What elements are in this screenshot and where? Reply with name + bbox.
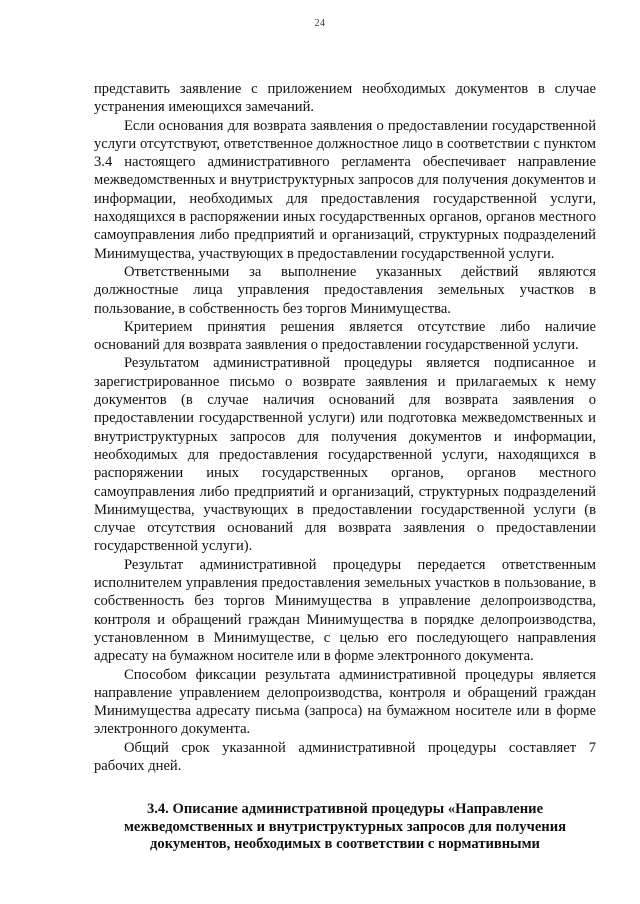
- page-number: 24: [314, 18, 326, 29]
- paragraph-total-term: Общий срок указанной административной процедуры составляет 7 рабочих дней.: [94, 739, 596, 774]
- paragraph-procedure-result: Результатом административной процедуры является подписанное и зарегистрированное письмо о возврате заявления и прилагаемых к нему документов (в случае наличия оснований для возврата заявления о предоставлении государственной услуги) или подготовка межведомственных и внутриструктурных запросов для получения документов и информации, необходимых для предоставления государственной услуги, находящихся в распоряжении иных государственных органов, органов местного самоуправления либо предприятий и организаций, структурных подразделений Минимущества, участвующих в предоставлении государственной услуги (в случае отсутствия оснований для возврата заявления о предоставлении государственной услуги).: [94, 355, 596, 555]
- paragraph-result-transfer: Результат административной процедуры передается ответственным исполнителем управления предоставления земельных участков в пользование, в собственность без торгов Минимущества в управление делопроизводства, контроля и обращений граждан Минимущества в порядке делопроизводства, установленном в Минимуществе, с целью его последующего направления адресату на бумажном носителе или в форме электронного документа.: [94, 556, 596, 665]
- paragraph-grounds-absent: Если основания для возврата заявления о предоставлении государственной услуги отсутствуют, ответственное должностное лицо в соответствии с пунктом 3.4 настоящего административного регламента обеспечивает направление межведомственных и внутриструктурных запросов для получения документов и информации, необходимых для предоставления государственной услуги, находящихся в распоряжении иных государственных органов, органов местного самоуправления либо предприятий и организаций, структурных подразделений Минимущества, участвующих в предоставлении государственной услуги.: [94, 117, 596, 262]
- paragraph-fixation-method: Способом фиксации результата административной процедуры является направление управлением делопроизводства, контроля и обращений граждан Минимущества адресату письма (запроса) на бумажном носителе или в форме электронного документа.: [94, 666, 596, 738]
- paragraph-decision-criterion: Критерием принятия решения является отсутствие либо наличие оснований для возврата заявления о предоставлении государственной услуги.: [94, 318, 596, 354]
- document-body: [94, 80, 596, 854]
- paragraph-responsible-officials: Ответственными за выполнение указанных действий являются должностные лица управления предоставления земельных участков в пользование, в собственность без торгов Минимущества.: [94, 263, 596, 317]
- section-heading: 3.4. Описание административной процедуры «Направление межведомственных и внутриструктурных запросов для получения документов, необходимых в соответствии с нормативными: [123, 801, 567, 853]
- paragraph-continuation: представить заявление с приложением необходимых документов в случае устранения имеющихся замечаний.: [94, 81, 596, 116]
